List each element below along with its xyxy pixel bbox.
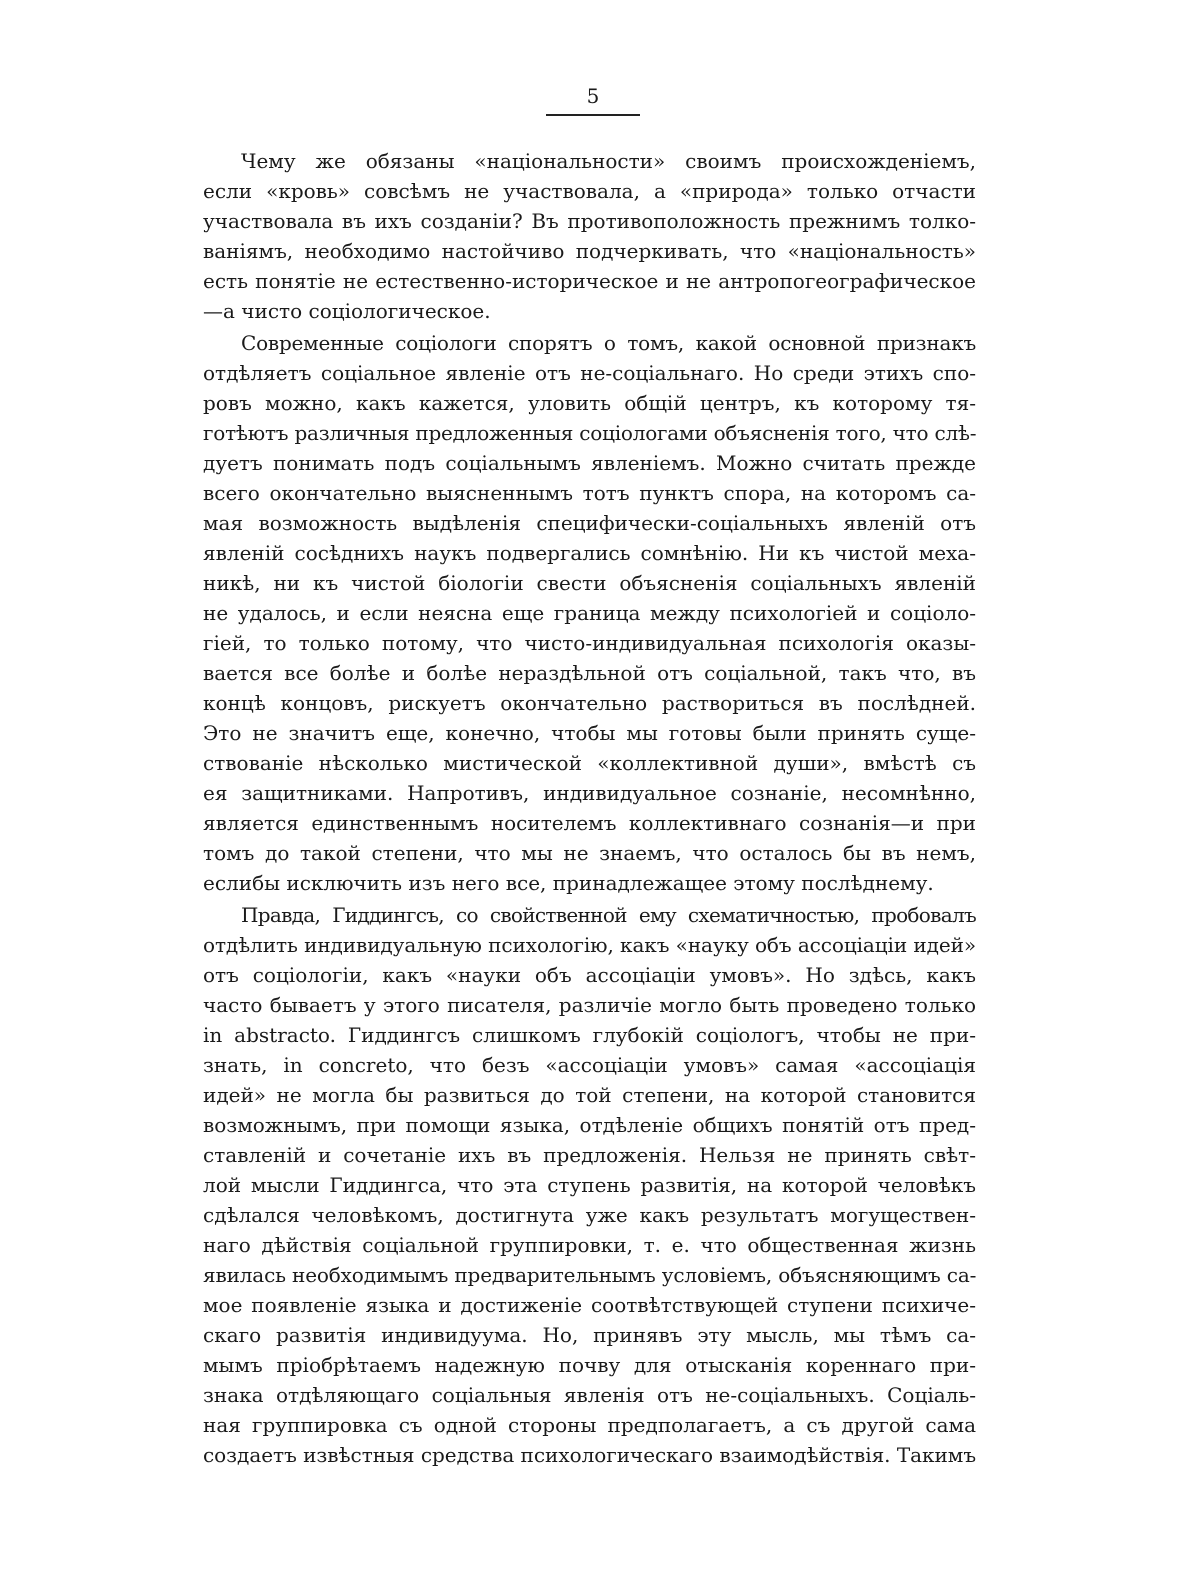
text-line: отдѣляетъ соціальное явленіе отъ не-соціальнаго. Но среди этихъ спо- (203, 361, 976, 385)
text-line: участвовала въ ихъ созданіи? Въ противоположность прежнимъ толко- (203, 209, 976, 233)
text-line: знать, in concreto, что безъ «ассоціаціи умовъ» самая «ассоціація (203, 1053, 976, 1077)
text-line: Правда, Гиддингсъ, со свойственной ему схематичностью, пробовалъ (241, 903, 976, 927)
text-line: часто бываетъ у этого писателя, различіе могло быть проведено только (203, 993, 976, 1017)
text-line: Это не значитъ еще, конечно, чтобы мы готовы были принять суще- (203, 721, 976, 745)
text-line: сдѣлался человѣкомъ, достигнута уже какъ результатъ могуществен- (203, 1203, 976, 1227)
text-line: ея защитниками. Напротивъ, индивидуальное сознаніе, несомнѣнно, (203, 781, 976, 805)
text-line: ная группировка съ одной стороны предполагаетъ, а съ другой сама (203, 1413, 976, 1437)
text-line: ставленій и сочетаніе ихъ въ предложенія. Нельзя не принять свѣт- (203, 1143, 976, 1167)
text-line: мая возможность выдѣленія специфически-соціальныхъ явленій отъ (203, 511, 976, 535)
text-line: отдѣлить индивидуальную психологію, какъ «науку объ ассоціаціи идей» (203, 933, 976, 957)
text-line: отъ соціологіи, какъ «науки объ ассоціаціи умовъ». Но здѣсь, какъ (203, 963, 976, 987)
text-line: ваніямъ, необходимо настойчиво подчеркивать, что «національность» (203, 239, 976, 263)
text-line: не удалось, и если неясна еще граница между психологіей и соціоло- (203, 601, 976, 625)
paragraph-3 (203, 900, 976, 1470)
text-line: всего окончательно выясненнымъ тотъ пунктъ спора, на которомъ са- (203, 481, 976, 505)
text-line: лой мысли Гиддингса, что эта ступень развитія, на которой человѣкъ (203, 1173, 976, 1197)
text-line: никѣ, ни къ чистой біологіи свести объясненія соціальныхъ явленій (203, 571, 976, 595)
text-line: вается все болѣе и болѣе нераздѣльной отъ соціальной, такъ что, въ (203, 661, 976, 685)
paragraph-1 (203, 146, 976, 326)
text-line: Чему же обязаны «національности» своимъ происхожденіемъ, (241, 149, 976, 173)
text-line: еслибы исключить изъ него все, принадлежащее этому послѣднему. (203, 871, 934, 895)
text-line: —а чисто соціологическое. (203, 299, 491, 323)
body-text (203, 146, 976, 1472)
text-line: мымъ пріобрѣтаемъ надежную почву для отысканія кореннаго при- (203, 1353, 976, 1377)
text-line: готѣютъ различныя предложенныя соціологами объясненія того, что слѣ- (203, 421, 977, 445)
text-line: ровъ можно, какъ кажется, уловить общій центръ, къ которому тя- (203, 391, 976, 415)
text-line: наго дѣйствія соціальной группировки, т. е. что общественная жизнь (203, 1233, 976, 1257)
text-line: создаетъ извѣстныя средства психологическаго взаимодѣйствія. Такимъ (203, 1443, 977, 1467)
text-line: есть понятіе не естественно-историческое и не антропогеографическое (203, 269, 976, 293)
text-line: ствованіе нѣсколько мистической «коллективной души», вмѣстѣ съ (203, 751, 976, 775)
text-line: скаго развитія индивидуума. Но, принявъ эту мысль, мы тѣмъ са- (203, 1323, 976, 1347)
text-line: знака отдѣляющаго соціальныя явленія отъ не-соціальныхъ. Соціаль- (203, 1383, 976, 1407)
text-line: мое появленіе языка и достиженіе соотвѣтствующей ступени психиче- (203, 1293, 976, 1317)
text-line: является единственнымъ носителемъ коллективнаго сознанія—и при (203, 811, 976, 835)
text-line: концѣ концовъ, рискуетъ окончательно раствориться въ послѣдней. (203, 691, 976, 715)
text-line: если «кровь» совсѣмъ не участвовала, а «природа» только отчасти (203, 179, 976, 203)
text-line: Современные соціологи спорятъ о томъ, какой основной признакъ (241, 331, 976, 355)
text-line: in abstracto. Гиддингсъ слишкомъ глубокій соціологъ, чтобы не при- (203, 1023, 976, 1047)
text-line: явилась необходимымъ предварительнымъ условіемъ, объясняющимъ са- (203, 1263, 977, 1287)
page-number: 5 (586, 84, 600, 108)
text-line: возможнымъ, при помощи языка, отдѣленіе общихъ понятій отъ пред- (203, 1113, 976, 1137)
text-line: гіей, то только потому, что чисто-индивидуальная психологія оказы- (203, 631, 976, 655)
header-rule (546, 114, 640, 116)
text-line: томъ до такой степени, что мы не знаемъ, что осталось бы въ немъ, (203, 841, 976, 865)
paragraph-2 (203, 328, 976, 898)
text-line: дуетъ понимать подъ соціальнымъ явленіемъ. Можно считать прежде (203, 451, 976, 475)
text-line: явленій сосѣднихъ наукъ подвергались сомнѣнію. Ни къ чистой меха- (203, 541, 976, 565)
text-line: идей» не могла бы развиться до той степени, на которой становится (203, 1083, 976, 1107)
